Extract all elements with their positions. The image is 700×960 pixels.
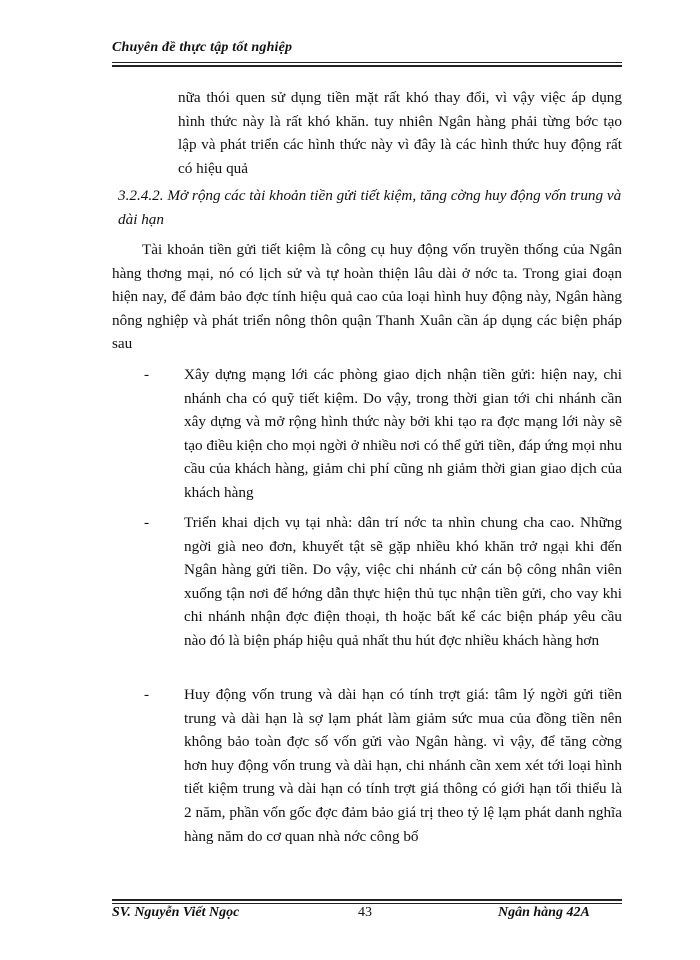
bullet-text: Triển khai dịch vụ tại nhà: dân trí nớc ta nhìn chung cha cao. Những ngời già neo đơn, khuyết tật sẽ gặp nhiều khó khăn trở ngại khi đến Ngân hàng gửi tiền. Do vậy, việc chi nhánh cử cán bộ công nhân viên xuống tận nơi để hớng dẫn thực hiện thủ tục nhận tiền gửi, cho vay khi chi nhánh nhận đợc điện thoại, th hoặc bất kể các biện pháp yêu cầu nào đó là biện pháp hiệu quả nhất thu hút đợc nhiều khách hàng hơn bbox=[184, 514, 622, 649]
running-header: Chuyên đề thực tập tốt nghiệp bbox=[112, 40, 293, 55]
section-heading: 3.2.4.2. Mở rộng các tài khoản tiền gửi tiết kiệm, tăng cờng huy động vốn trung và dài hạn bbox=[118, 187, 622, 228]
intro-paragraph: Tài khoản tiền gửi tiết kiệm là công cụ huy động vốn truyền thống của Ngân hàng thơng mại, nó có lịch sử và tự hoàn thiện lâu dài ở nớc ta. Trong giai đoạn hiện nay, để đảm bảo đợc tính hiệu quả cao của loại hình huy động này, Ngân hàng nông nghiệp và phát triển nông thôn quận Thanh Xuân cần áp dụng các biện pháp sau bbox=[112, 241, 622, 353]
bullet-marker: - bbox=[144, 514, 150, 531]
footer-divider bbox=[112, 899, 622, 904]
page-number: 43 bbox=[358, 905, 372, 920]
bullet-text: Xây dựng mạng lới các phòng giao dịch nhận tiền gửi: hiện nay, chi nhánh cha có quỹ tiết kiệm. Do vậy, trong thời gian tới chi nhánh cần xây dựng và mở rộng hình thức này bởi khi tạo ra đợc mạng lới này sẽ tạo điều kiện cho mọi ngời ở nhiều nơi có thể gửi tiền, đáp ứng mọi nhu cầu của khách hàng, giảm chi phí cũng nh giảm thời gian giao dịch của khách hàng bbox=[184, 366, 622, 501]
footer-class: Ngân hàng 42A bbox=[498, 905, 590, 920]
bullet-marker: - bbox=[144, 366, 150, 383]
bullet-marker: - bbox=[144, 686, 150, 703]
footer-author: SV. Nguyễn Viết Ngọc bbox=[112, 905, 240, 920]
continuation-paragraph: nữa thói quen sử dụng tiền mặt rất khó thay đổi, vì vậy việc áp dụng hình thức này là rất khó khăn. tuy nhiên Ngân hàng phải từng bớc tạo lập và phát triển các hình thức này vì đây là các hình thức huy động rất có hiệu quả bbox=[178, 89, 622, 177]
header-divider bbox=[112, 62, 622, 67]
bullet-text: Huy động vốn trung và dài hạn có tính trợt giá: tâm lý ngời gửi tiền trung và dài hạn là sợ lạm phát làm giảm sức mua của đồng tiền nên không bảo toàn đợc số vốn gửi vào Ngân hàng. vì vậy, để tăng cờng hơn huy động vốn trung và dài hạn, chi nhánh cần xem xét tới loại hình tiết kiệm trung và dài hạn có tính trợt giá thông có giới hạn tối thiểu là 2 năm, phần vốn gốc đợc đảm bảo giá trị theo tỷ lệ lạm phát danh nghĩa hàng năm do cơ quan nhà nớc công bố bbox=[184, 686, 622, 845]
